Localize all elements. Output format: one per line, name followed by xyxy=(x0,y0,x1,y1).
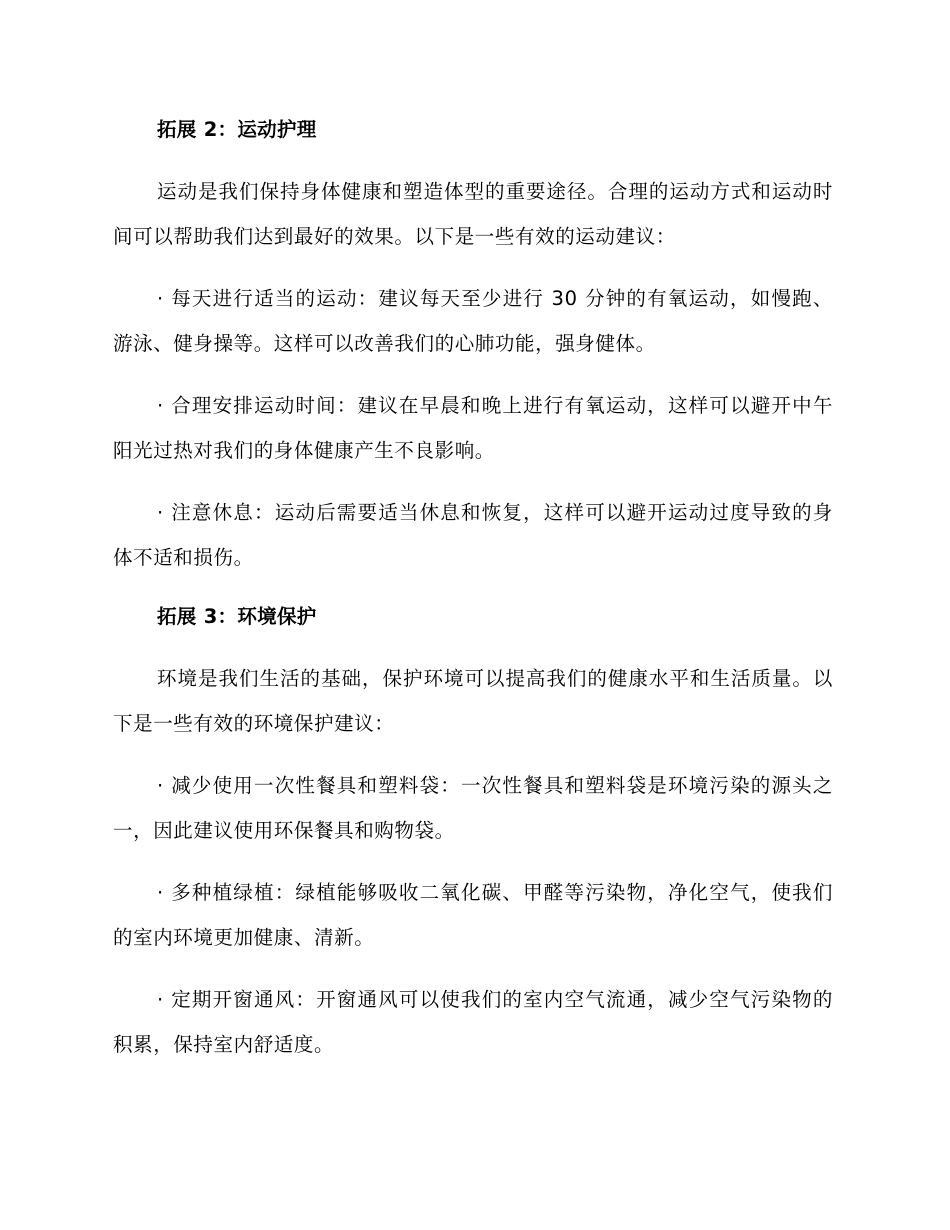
bullet-ventilation: · 定期开窗通风：开窗通风可以使我们的室内空气流通，减少空气污染物的积累，保持室内舒适度。 xyxy=(113,988,833,1056)
bullet-plant-greenery: · 多种植绿植：绿植能够吸收二氧化碳、甲醛等污染物，净化空气，使我们的室内环境更加健康、清新。 xyxy=(113,881,833,949)
section-heading-environment: 拓展 3：环境保护 xyxy=(157,605,317,628)
bullet-reduce-disposables: · 减少使用一次性餐具和塑料袋：一次性餐具和塑料袋是环境污染的源头之一，因此建议使用环保餐具和购物袋。 xyxy=(113,774,833,842)
bullet-daily-exercise: · 每天进行适当的运动：建议每天至少进行 30 分钟的有氧运动，如慢跑、游泳、健身操等。这样可以改善我们的心肺功能，强身健体。 xyxy=(113,287,833,355)
bullet-rest: · 注意休息：运动后需要适当休息和恢复，这样可以避开运动过度导致的身体不适和损伤。 xyxy=(113,501,833,569)
section-intro-exercise: 运动是我们保持身体健康和塑造体型的重要途径。合理的运动方式和运动时间可以帮助我们达到最好的效果。以下是一些有效的运动建议： xyxy=(113,180,833,248)
bullet-exercise-timing: · 合理安排运动时间：建议在早晨和晚上进行有氧运动，这样可以避开中午阳光过热对我们的身体健康产生不良影响。 xyxy=(113,394,833,462)
document-page xyxy=(113,110,833,1084)
section-heading-exercise: 拓展 2：运动护理 xyxy=(157,118,317,141)
section-intro-environment: 环境是我们生活的基础，保护环境可以提高我们的健康水平和生活质量。以下是一些有效的环境保护建议： xyxy=(113,667,833,735)
